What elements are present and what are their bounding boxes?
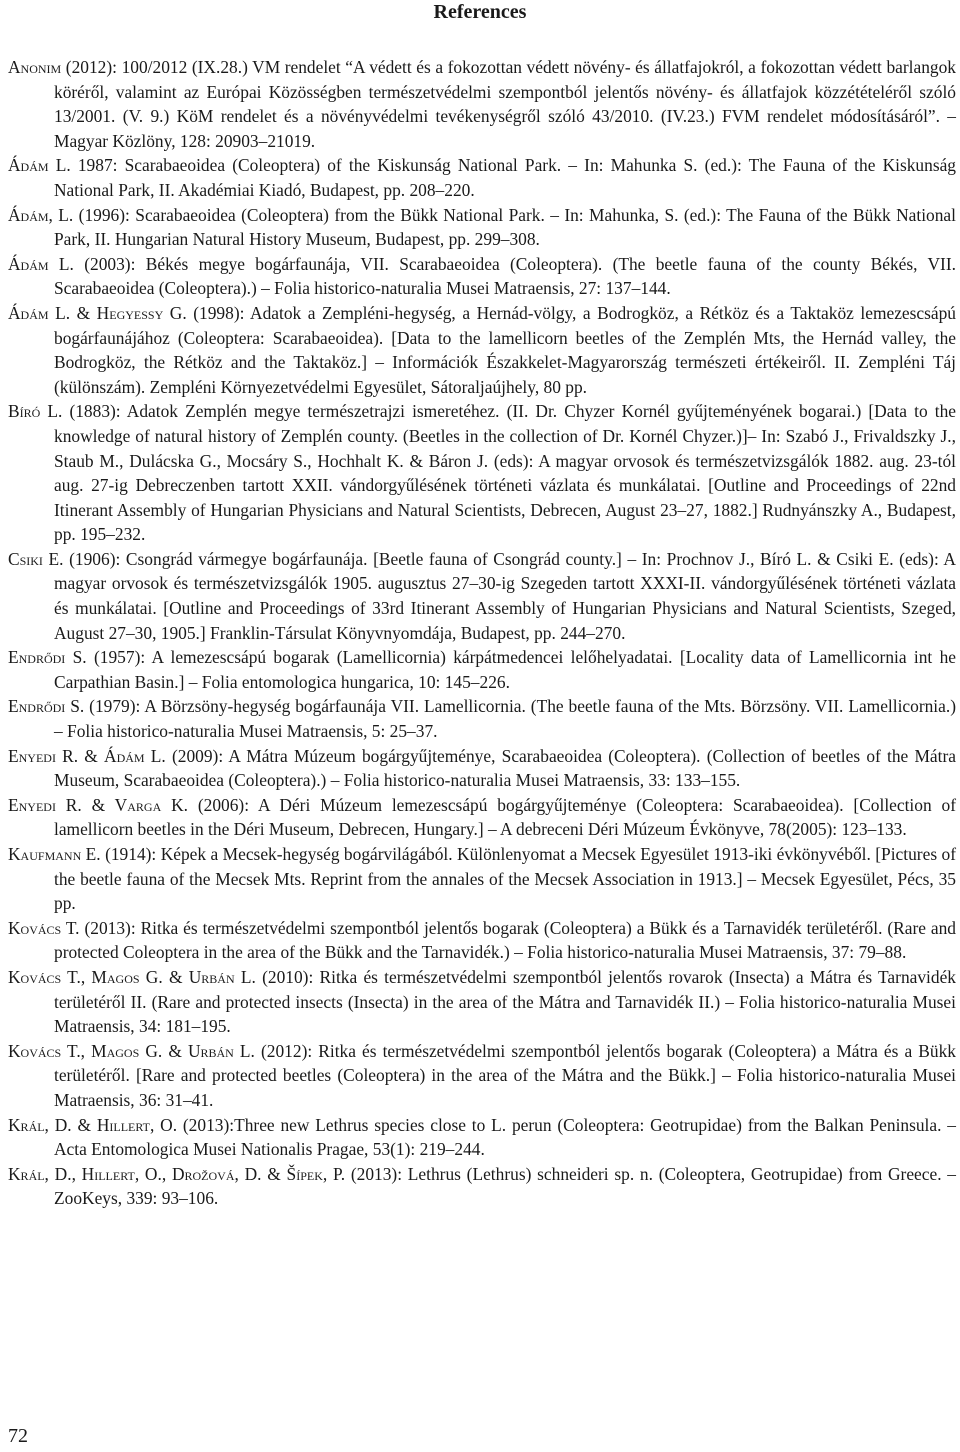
reference-entry xyxy=(8,694,956,743)
reference-author: Enyedi R. & Varga K. xyxy=(8,794,188,815)
reference-text: (2006): A Déri Múzeum lemezescsápú bogárgyűjteménye (Coleoptera: Scarabaeoidea). [Collection of lamellicorn beetles in the Déri Museum, Debrecen, Hungary.] – A debreceni Déri Múzeum Évkönyve, 78(2005): 123–133. xyxy=(54,794,956,840)
reference-text: (1996): Scarabaeoidea (Coleoptera) from the Bükk National Park. – In: Mahunka, S. (ed.): The Fauna of the Bükk National Park, II. Hungarian Natural History Museum, Budapest, pp. 299–308. xyxy=(54,204,956,250)
reference-entry xyxy=(8,399,956,547)
reference-text: (2012): Ritka és természetvédelmi szempontból jelentős bogarak (Coleoptera) a Mátra és a Bükk területéről. [Rare and protected beetles (Coleoptera) in the area of the Mátra and the Bükk.] – Folia historico-naturalia Musei Matraensis, 36: 31–41. xyxy=(54,1040,956,1110)
page-number: 72 xyxy=(8,1425,28,1447)
reference-author: Ádám L. & Hegyessy G. xyxy=(8,302,187,323)
reference-entry xyxy=(8,916,956,965)
reference-author: Bíró L. xyxy=(8,401,63,422)
reference-text: 1987: Scarabaeoidea (Coleoptera) of the Kiskunság National Park. – In: Mahunka S. (ed.): The Fauna of the Kiskunság National Park, II. Akadémiai Kiadó, Budapest, pp. 208–220. xyxy=(54,155,956,200)
reference-author: Ádám L. xyxy=(8,253,74,274)
reference-text: (2003): Békés megye bogárfaunája, VII. Scarabaeoidea (Coleoptera). (The beetle fauna of the county Békés, VII. Scarabaeoidea (Coleoptera).) – Folia historico-naturalia Musei Matraensis, 27: 137–144. xyxy=(54,253,956,299)
reference-entry xyxy=(8,645,956,694)
reference-entry xyxy=(8,153,956,202)
reference-entry xyxy=(8,842,956,916)
reference-text: (1998): Adatok a Zempléni-hegység, a Hernád-völgy, a Bodrogköz, a Rétköz és a Taktaköz lemezescsápú bogárfaunájához (Coleoptera: Scarabaeoidea). [Data to the lamellicorn beetles of the Zemplén Mts, the Hernád valley, the Bodrogköz, the Rétköz and the Taktaköz.] – Információk Északkelet-Magyarország természeti értékeiről. II. Zempléni Táj (különszám). Zempléni Környezetvédelmi Egyesület, Sátoraljaújhely, 80 pp. xyxy=(54,302,956,397)
reference-text: (2013): Ritka és természetvédelmi szempontból jelentős bogarak (Coleoptera) a Bükk és a Tarnavidék területéről. (Rare and protected Coleoptera in the area of the Bükk and the Tarnavidék.) – Folia historico-naturalia Musei Matraensis, 37: 79–88. xyxy=(54,917,956,963)
reference-author: Kovács T. xyxy=(8,917,80,938)
reference-text: (2009): A Mátra Múzeum bogárgyűjteménye, Scarabaeoidea (Coleoptera). (Collection of beetles of the Mátra Museum, Scarabaeoidea (Coleoptera).) – Folia historico-naturalia Musei Matraensis, 33: 133–155. xyxy=(54,745,956,791)
reference-author: Král, D., Hillert, O., Drožová, D. & Šípek, P. xyxy=(8,1163,346,1184)
reference-text: (2013):Three new Lethrus species close to L. perun (Coleoptera: Geotrupidae) from the Balkan Peninsula. – Acta Entomologica Musei Nationalis Pragae, 53(1): 219–244. xyxy=(54,1114,956,1160)
reference-author: Kaufmann E. xyxy=(8,844,101,864)
reference-entry xyxy=(8,1162,956,1211)
reference-author: Csiki E. xyxy=(8,548,64,569)
reference-author: Ádám, L. xyxy=(8,204,74,225)
reference-entry xyxy=(8,252,956,301)
reference-author: Král, D. & Hillert, O. xyxy=(8,1114,178,1135)
reference-text: (1906): Csongrád vármegye bogárfaunája. [Beetle fauna of Csongrád county.] – In: Prochnov J., Bíró L. & Csiki E. (eds): A magyar orvosok és természetvizsgálók 1905. augusztus 27–30-ig Szegeden tartott XXXI-II. vándorgyűlésének történeti vázlata és munkálatai. [Outline and Proceedings of 33rd Itinerant Assembly of Hungarian Physicians and Natural Scientists, Szeged, August 27–30, 1905.] Franklin-Társulat Könyvnyomdája, Budapest, pp. 244–270. xyxy=(54,548,956,643)
reference-author: Endrődi S. xyxy=(8,696,85,717)
reference-entry xyxy=(8,55,956,153)
reference-entry xyxy=(8,744,956,793)
reference-text: (2010): Ritka és természetvédelmi szempontból jelentős rovarok (Insecta) a Mátra és Tarnavidék területéről II. (Rare and protected insects (Insecta) in the area of the Mátra and Tarnavidék II.) – Folia historico-naturalia Musei Matraensis, 34: 181–195. xyxy=(54,966,956,1037)
reference-author: Endrődi S. xyxy=(8,647,87,668)
reference-text: (1979): A Börzsöny-hegység bogárfaunája VII. Lamellicornia. (The beetle fauna of the Mts. Börzsöny. VII. Lamellicornia.) – Folia historico-naturalia Musei Matraensis, 5: 25–37. xyxy=(54,696,956,742)
reference-entry xyxy=(8,1039,956,1113)
reference-text: (1914): Képek a Mecsek-hegység bogárvilágából. Különlenyomat a Mecsek Egyesület 1913-iki évkönyvéből. [Pictures of the beetle fauna of the Mecsek Mts. Reprint from the annales of the Mecsek Association in 1913.] – Mecsek Egyesület, Pécs, 35 pp. xyxy=(54,844,956,914)
reference-list xyxy=(8,55,956,1211)
reference-text: (2012): 100/2012 (IX.28.) VM rendelet “A védett és a fokozottan védett növény- és állatfajokról, a fokozottan védett barlangok köréről, valamint az Európai Közösségben természetvédelmi szempontból jelentős növény- és állatfajok közzétételéről szóló 13/2001. (V. 9.) KöM rendelet és a növényvédelmi tevékenységről szóló 43/2010. (IV.23.) FVM rendelet módosításáról”. – Magyar Közlöny, 128: 20903–21019. xyxy=(54,57,956,151)
reference-entry xyxy=(8,1113,956,1162)
reference-author: Enyedi R. & Ádám L. xyxy=(8,745,166,766)
reference-text: (1883): Adatok Zemplén megye természetrajzi ismeretéhez. (II. Dr. Chyzer Kornél gyűjteményének bogarai.) [Data to the knowledge of natural history of Zemplén county. (Beetles in the collection of Dr. Kornél Chyzer.)]– In: Szabó J., Frivaldszky J., Staub M., Dulácska G., Mocsáry S., Hochhalt K. & Báron J. (eds): A magyar orvosok és természetvizsgálók 1882. aug. 23-tól aug. 27-ig Debreczenben tartott XXII. vándorgyűlésének történeti vázlata és munkálatai. [Outline and Proceedings of 22nd Itinerant Assembly of Hungarian Physicians and Natural Scientists, Debrecen, August 23–27, 1882.] Rudnyánszky A., Budapest, pp. 195–232. xyxy=(54,401,956,545)
reference-entry xyxy=(8,301,956,399)
reference-author: Kovács T., Magos G. & Urbán L. xyxy=(8,1040,255,1061)
reference-entry xyxy=(8,203,956,252)
reference-entry xyxy=(8,547,956,645)
reference-text: (1957): A lemezescsápú bogarak (Lamellicornia) kárpátmedencei lelőhelyadatai. [Locality data of Lamellicornia int he Carpathian Basin.] – Folia entomologica hungarica, 10: 145–226. xyxy=(54,647,957,692)
reference-author: Ádám L. xyxy=(8,155,71,176)
page-title: References xyxy=(433,1,527,23)
reference-text: (2013): Lethrus (Lethrus) schneideri sp. n. (Coleoptera, Geotrupidae) from Greece. – ZooKeys, 339: 93–106. xyxy=(54,1163,956,1209)
reference-entry xyxy=(8,793,956,842)
reference-author: Anonim xyxy=(8,57,62,77)
reference-author: Kovács T., Magos G. & Urbán L. xyxy=(8,966,256,987)
reference-entry xyxy=(8,965,956,1039)
